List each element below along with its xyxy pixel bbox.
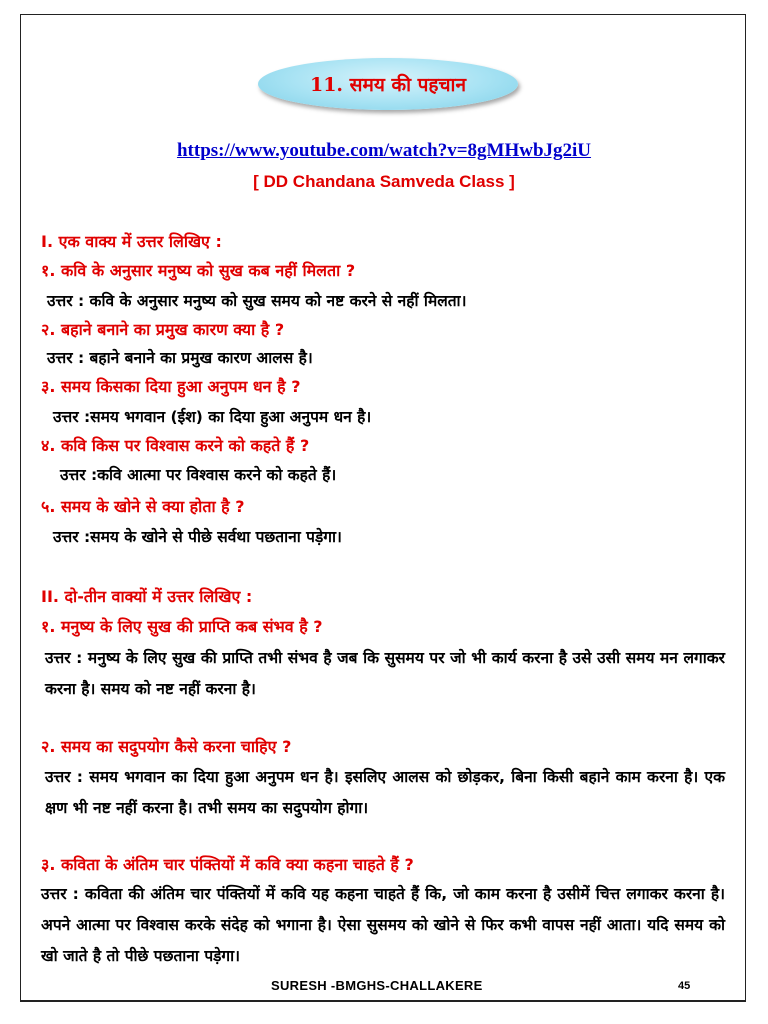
question: ३. कविता के अंतिम चार पंक्तियों में कवि क्या कहना चाहते हैं ? xyxy=(41,855,414,874)
footer-divider xyxy=(20,1000,746,1002)
answer: उत्तर : कविता की अंतिम चार पंक्तियों में कवि यह कहना चाहते हैं कि, जो काम करना है उसीमें चित्त लगाकर करना है। अपने आत्मा पर विश्वास करके संदेह को भगाना है। ऐसा सुसमय को खोने से फिर कभी वापस नहीं आता। यदि समय को खो जाते है तो पीछे पछताना पड़ेगा। xyxy=(41,885,725,965)
answer: उत्तर :कवि आत्मा पर विश्वास करने को कहते हैं। xyxy=(60,466,337,484)
question: ३. समय किसका दिया हुआ अनुपम धन है ? xyxy=(41,377,301,396)
section1-heading: I. एक वाक्य में उत्तर लिखिए : xyxy=(41,232,222,251)
answer: उत्तर : बहाने बनाने का प्रमुख कारण आलस है। xyxy=(47,349,313,367)
page-title: 11. समय की पहचान xyxy=(309,74,467,96)
title-banner xyxy=(258,58,518,110)
answer: उत्तर : समय भगवान का दिया हुआ अनुपम धन है। इसलिए आलस को छोड़कर, बिना किसी बहाने काम करना है। एक क्षण भी नष्ट नहीं करना है। तभी समय का सदुपयोग होगा। xyxy=(45,768,725,817)
page-number: 45 xyxy=(678,980,691,992)
answer: उत्तर :समय के खोने से पीछे सर्वथा पछताना पड़ेगा। xyxy=(53,528,342,546)
answer: उत्तर : कवि के अनुसार मनुष्य को सुख समय को नष्ट करने से नहीं मिलता। xyxy=(47,292,467,310)
question: १. कवि के अनुसार मनुष्य को सुख कब नहीं मिलता ? xyxy=(41,261,356,280)
section2-heading: II. दो-तीन वाक्यों में उत्तर लिखिए : xyxy=(41,587,253,606)
answer: उत्तर :समय भगवान (ईश) का दिया हुआ अनुपम धन है। xyxy=(53,408,372,426)
question: २. समय का सदुपयोग कैसे करना चाहिए ? xyxy=(41,737,292,756)
question: १. मनुष्य के लिए सुख की प्राप्ति कब संभव है ? xyxy=(41,617,323,636)
question: ४. कवि किस पर विश्वास करने को कहते हैं ? xyxy=(41,436,310,455)
class-label: [ DD Chandana Samveda Class ] xyxy=(253,172,515,191)
footer-author: SURESH -BMGHS-CHALLAKERE xyxy=(271,978,483,993)
question: २. बहाने बनाने का प्रमुख कारण क्या है ? xyxy=(41,320,285,339)
youtube-link[interactable]: https://www.youtube.com/watch?v=8gMHwbJg2iU xyxy=(176,140,592,161)
question: ५. समय के खोने से क्या होता है ? xyxy=(41,497,245,516)
answer: उत्तर : मनुष्य के लिए सुख की प्राप्ति तभी संभव है जब कि सुसमय पर जो भी कार्य करना है उसे उसी समय मन लगाकर करना है। समय को नष्ट नहीं करना है। xyxy=(45,649,725,698)
